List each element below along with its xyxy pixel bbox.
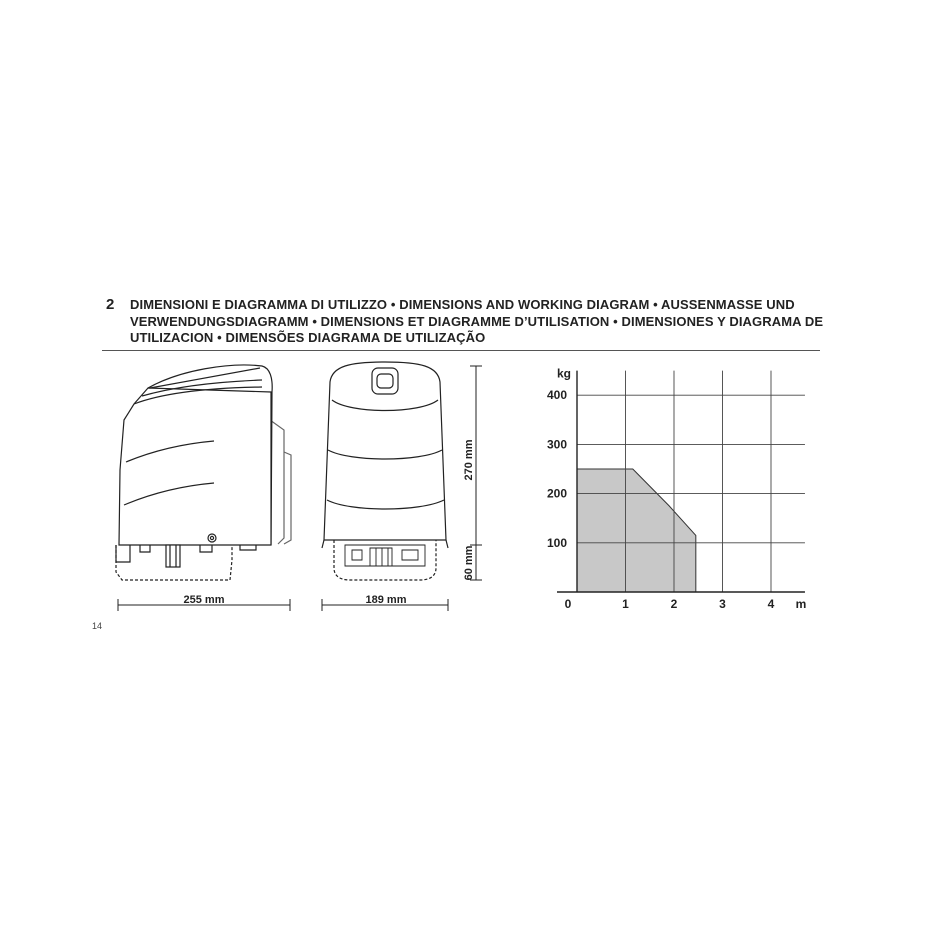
base-height-label: 60 mm — [463, 545, 475, 581]
section-title-line-1: DIMENSIONI E DIAGRAMMA DI UTILIZZO • DIMENSIONS AND WORKING DIAGRAM • AUSSENMASSE UND — [130, 297, 795, 312]
y-unit-label: kg — [556, 366, 571, 381]
side-width-label: 255 mm — [183, 594, 225, 606]
x-tick-label-3: 3 — [719, 597, 726, 611]
y-tick-label-300: 300 — [546, 437, 567, 452]
x-unit-label: m — [795, 597, 807, 611]
y-tick-label-200: 200 — [546, 486, 567, 501]
x-tick-label-2: 2 — [670, 597, 678, 611]
section-title-line-2: VERWENDUNGSDIAGRAMM • DIMENSIONS ET DIAGRAMME D’UTILISATION • DIMENSIONES Y DIAGRAMA DE — [130, 313, 824, 329]
x-tick-label-4: 4 — [767, 597, 775, 611]
page-number: 14 — [92, 621, 103, 631]
section-title-line-3: UTILIZACION • DIMENSÕES DIAGRAMA DE UTILIZAÇÃO — [130, 330, 486, 345]
front-width-label: 189 mm — [365, 594, 407, 606]
x-tick-label-1: 1 — [622, 597, 629, 611]
side-view-drawing — [116, 365, 291, 580]
height-label: 270 mm — [463, 439, 475, 481]
front-view-drawing — [322, 362, 448, 580]
x-tick-label-0: 0 — [564, 597, 572, 611]
y-tick-label-100: 100 — [546, 535, 567, 550]
working-diagram-chart — [547, 367, 806, 611]
section-number: 2 — [106, 296, 115, 313]
y-tick-label-400: 400 — [546, 388, 567, 403]
working-area — [577, 469, 696, 592]
